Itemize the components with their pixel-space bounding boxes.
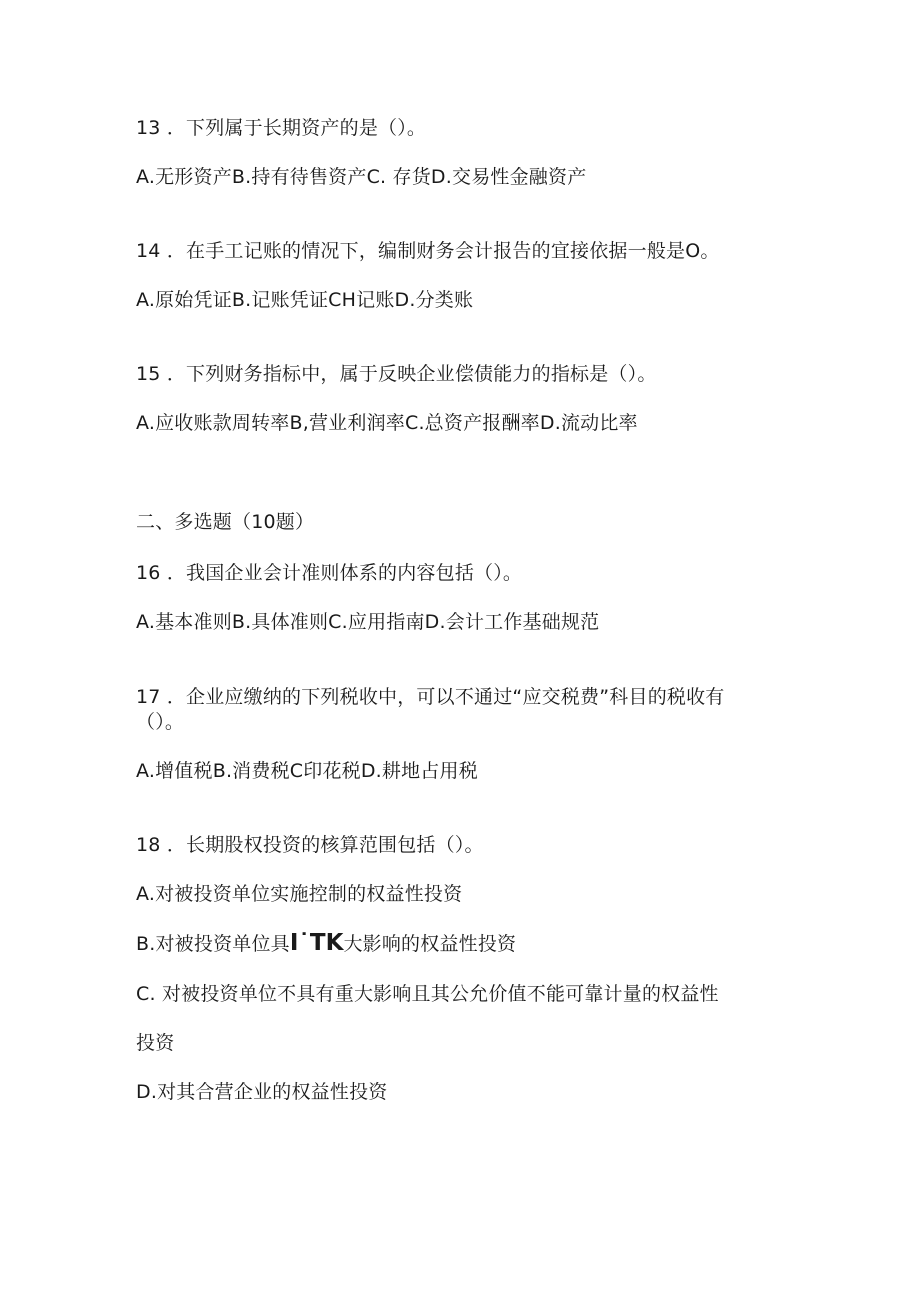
question-18-option-b-garbled-text: I˙TK bbox=[289, 930, 344, 956]
question-18-option-b-text-start: B.对被投资单位具 bbox=[136, 933, 290, 955]
question-17-options: A.增值税B.消费税C印花税D.耕地占用税 bbox=[136, 760, 478, 782]
question-15-stem: 15 ．下列财务指标中，属于反映企业偿债能力的指标是（）。 bbox=[136, 363, 657, 385]
question-18-stem: 18 ．长期股权投资的核算范围包括（）。 bbox=[136, 834, 484, 856]
question-18-option-c-line2: 投资 bbox=[136, 1032, 175, 1054]
question-14-stem: 14 ．在手工记账的情况下，编制财务会计报告的宜接依据一般是O。 bbox=[136, 240, 720, 262]
question-13-stem: 13 ．下列属于长期资产的是（）。 bbox=[136, 117, 427, 139]
question-18-option-b-text-end: 大影响的权益性投资 bbox=[343, 933, 517, 955]
question-17-stem-line1: 17 ．企业应缴纳的下列税收中，可以不通过“应交税费”科目的税收有 bbox=[136, 686, 725, 708]
section-heading-multiple-choice: 二、多选题（10题） bbox=[136, 511, 315, 533]
question-18-option-b bbox=[136, 931, 516, 956]
question-18-option-c-line1: C. 对被投资单位不具有重大影响且其公允价值不能可靠计量的权益性 bbox=[136, 983, 719, 1005]
question-13-options: A.无形资产B.持有待售资产C. 存货D.交易性金融资产 bbox=[136, 166, 587, 188]
question-15-options: A.应收账款周转率B,营业利润率C.总资产报酬率D.流动比率 bbox=[136, 412, 638, 434]
question-16-options: A.基本准则B.具体准则C.应用指南D.会计工作基础规范 bbox=[136, 611, 600, 633]
question-17-stem-line2: （）。 bbox=[136, 711, 185, 733]
question-14-options: A.原始凭证B.记账凭证CH记账D.分类账 bbox=[136, 289, 474, 311]
question-18-option-a: A.对被投资单位实施控制的权益性投资 bbox=[136, 883, 463, 905]
question-16-stem: 16 ．我国企业会计准则体系的内容包括（）。 bbox=[136, 562, 523, 584]
question-18-option-d: D.对其合营企业的权益性投资 bbox=[136, 1081, 388, 1103]
